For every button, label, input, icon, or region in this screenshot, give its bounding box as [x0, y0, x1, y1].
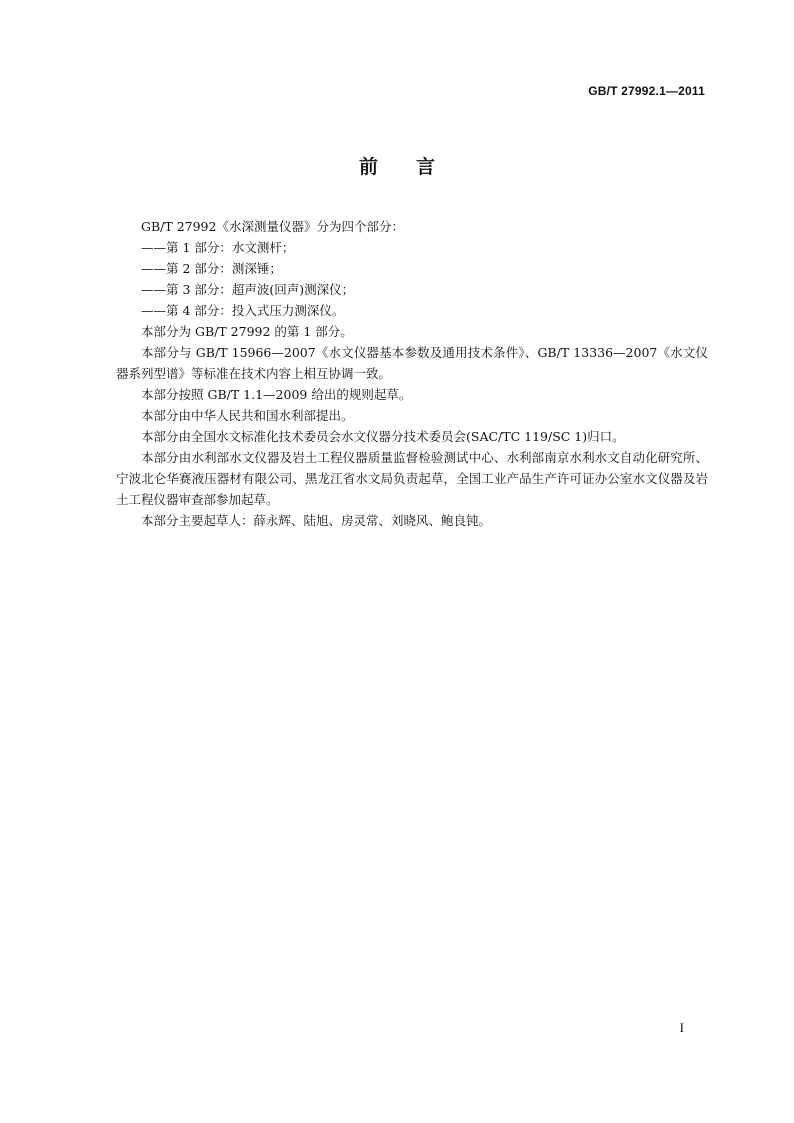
paragraph-main-drafters: 本部分主要起草人：薛永辉、陆旭、房灵常、刘晓风、鲍良钝。 [141, 513, 492, 528]
paragraph-part-statement: 本部分为 GB/T 27992 的第 1 部分。 [141, 324, 353, 339]
paragraph-coordination: 本部分与 GB/T 15966—2007《水文仪器基本参数及通用技术条件》、GB/T 13336—2007《水文仪器系列型谱》等标准在技术内容上相互协调一致。 [116, 345, 708, 381]
standard-code: GB/T 27992.1—2011 [588, 84, 705, 98]
list-item-part-2: ——第 2 部分：测深锤； [141, 261, 282, 276]
paragraph-drafting-organizations: 本部分由水利部水文仪器及岩土工程仪器质量监督检验测试中心、水利部南京水利水文自动化研究所、宁波北仑华赛液压器材有限公司、黑龙江省水文局负责起草，全国工业产品生产许可证办公室水文仪器及岩土工程仪器审查部参加起草。 [116, 450, 708, 507]
page-number: I [679, 1020, 684, 1035]
foreword-body [116, 216, 708, 531]
list-item-part-1: ——第 1 部分：水文测杆； [141, 240, 295, 255]
paragraph-drafting-rules: 本部分按照 GB/T 1.1—2009 给出的规则起草。 [141, 387, 412, 402]
paragraph-responsible-committee: 本部分由全国水文标准化技术委员会水文仪器分技术委员会(SAC/TC 119/SC 1)归口。 [141, 429, 625, 444]
paragraph-proposed-by: 本部分由中华人民共和国水利部提出。 [141, 408, 354, 423]
list-item-part-4: ——第 4 部分：投入式压力测深仪。 [141, 303, 345, 318]
page-title: 前言 [358, 156, 473, 178]
paragraph-parts-intro: GB/T 27992《水深测量仪器》分为四个部分： [141, 219, 404, 234]
list-item-part-3: ——第 3 部分：超声波(回声)测深仪； [141, 282, 355, 297]
